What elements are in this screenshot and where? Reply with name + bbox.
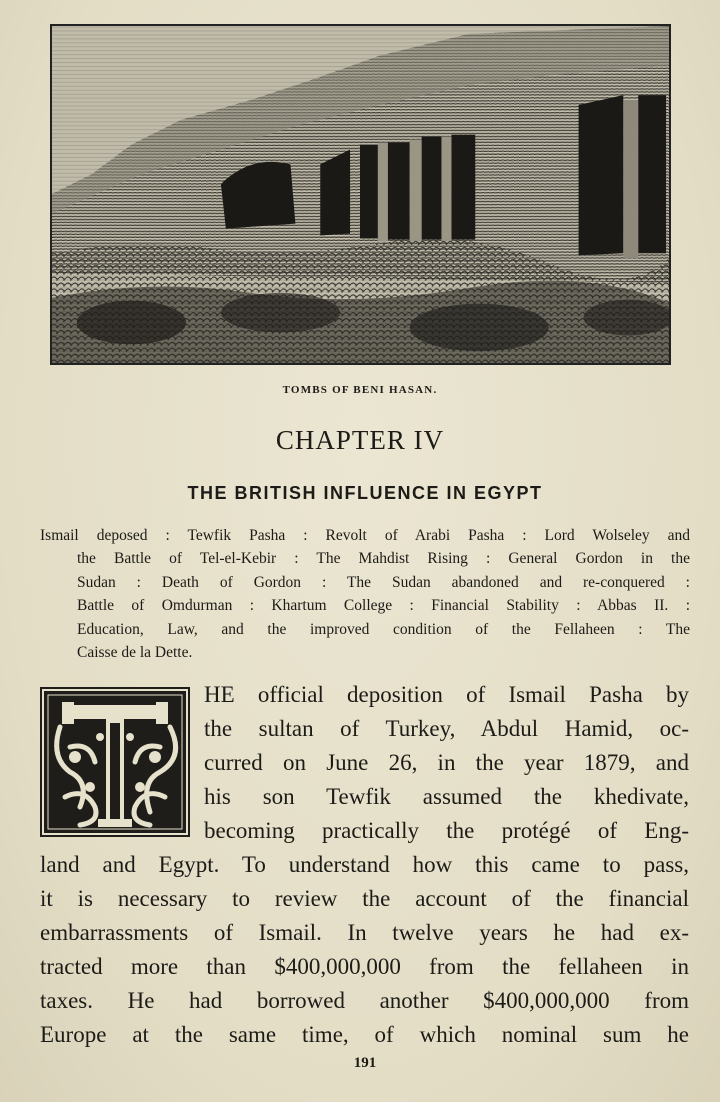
- synopsis-line: Caisse de la Dette.: [77, 644, 193, 662]
- ornamental-initial-drawing: [40, 687, 190, 837]
- body-line: tracted more than $400,000,000 from the fellaheen in: [40, 954, 689, 979]
- chapter-title: THE BRITISH INFLUENCE IN EGYPT: [187, 483, 543, 503]
- tombs-engraving-image: [50, 24, 671, 365]
- body-line: Europe at the same time, of which nominal sum he: [40, 1022, 689, 1047]
- synopsis-line: the Battle of Tel-el-Kebir : The Mahdist Rising : General Gordon in the: [77, 550, 690, 568]
- body-line: taxes. He had borrowed another $400,000,000 from: [40, 988, 689, 1013]
- synopsis-line: Ismail deposed : Tewfik Pasha : Revolt of Arabi Pasha : Lord Wolseley and: [40, 527, 690, 544]
- body-line: the sultan of Turkey, Abdul Hamid, oc-: [204, 716, 689, 741]
- chapter-heading: CHAPTER IV: [275, 425, 445, 455]
- synopsis-line: Sudan : Death of Gordon : The Sudan abandoned and re-conquered :: [77, 573, 690, 591]
- synopsis-line: Battle of Omdurman : Khartum College : Financial Stability : Abbas II. :: [77, 597, 690, 615]
- engraving-drawing: [52, 26, 669, 363]
- body-line: it is necessary to review the account of the financial: [40, 886, 689, 911]
- illustration-caption: TOMBS OF BENI HASAN.: [282, 384, 438, 396]
- body-line: his son Tewfik assumed the khedivate,: [204, 784, 689, 809]
- body-line: land and Egypt. To understand how this came to pass,: [40, 852, 689, 877]
- body-line: embarrassments of Ismail. In twelve years he had ex-: [40, 920, 689, 945]
- body-line: curred on June 26, in the year 1879, and: [204, 750, 689, 775]
- synopsis-line: Education, Law, and the improved condition of the Fellaheen : The: [77, 620, 690, 638]
- chapter-synopsis: [40, 524, 690, 664]
- page-number: 191: [353, 1055, 377, 1071]
- body-line: HE official deposition of Ismail Pasha by: [204, 682, 689, 707]
- decorated-initial-t: [40, 687, 190, 837]
- body-line: becoming practically the protégé of Eng-: [204, 818, 689, 843]
